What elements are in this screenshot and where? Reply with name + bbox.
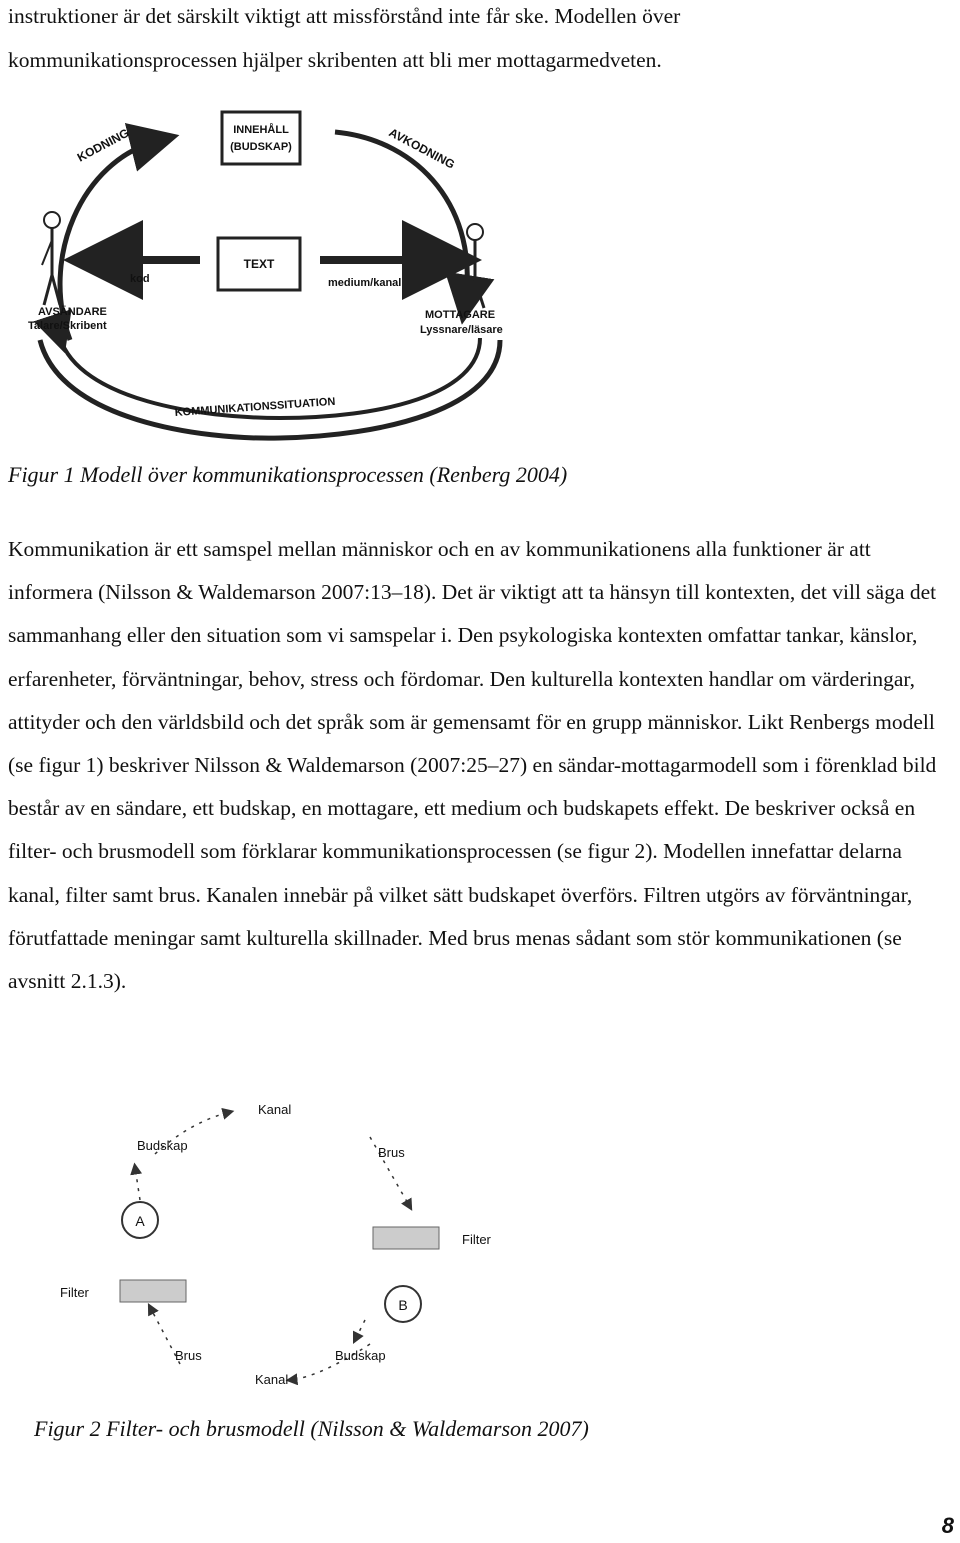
kanal-top-label: Kanal	[258, 1102, 292, 1117]
body-paragraph	[8, 528, 958, 1003]
avsandare-label: AVSÄNDARE	[38, 306, 107, 318]
medium-label: medium/kanal	[328, 277, 402, 289]
brus-bottom-label: Brus	[175, 1348, 202, 1363]
filter-box-left	[120, 1280, 186, 1302]
innehall-label: INNEHÅLL	[233, 124, 289, 136]
filter-right-label: Filter	[462, 1232, 491, 1247]
kanal-bottom-label: Kanal	[255, 1372, 289, 1387]
brus-top-label: Brus	[378, 1145, 405, 1160]
filter-left-label: Filter	[60, 1285, 89, 1300]
figure-1-caption: Figur 1 Modell över kommunikationsprocessen (Renberg 2004)	[8, 462, 568, 487]
intro-line-1: instruktioner är det särskilt viktigt att missförstånd inte får ske. Modellen över	[8, 4, 681, 28]
a-to-budskap	[135, 1167, 140, 1200]
figure-2-caption: Figur 2 Filter- och brusmodell (Nilsson & Waldemarson 2007)	[34, 1416, 589, 1441]
mottagare-label: MOTTAGARE	[425, 309, 496, 321]
intro-text	[8, 0, 958, 82]
receiver-figure	[467, 224, 484, 308]
filter-box-right	[373, 1227, 439, 1249]
innehall-box	[222, 112, 300, 164]
node-b-label: B	[398, 1297, 408, 1313]
b-to-budskap	[355, 1320, 365, 1340]
sender-figure	[42, 212, 60, 305]
kod-label: kod	[130, 273, 150, 285]
talare-label: Talare/Skribent	[28, 320, 107, 332]
page-number: 8	[941, 1513, 954, 1538]
situation-label: KOMMUNIKATIONSSITUATION	[174, 395, 336, 419]
figure-1-diagram	[0, 100, 540, 450]
lyssnare-label: Lyssnare/läsare	[420, 324, 503, 336]
intro-line-2: kommunikationsprocessen hjälper skribenten att bli mer mottagarmedveten.	[8, 48, 662, 72]
text-label: TEXT	[243, 257, 275, 271]
kodning-label: KODNING	[74, 125, 132, 165]
paragraph-text: Kommunikation är ett samspel mellan människor och en av kommunikationens alla funktioner är att informera (Nilsson & Waldemarson 2007:13–18). Det är viktigt att ta hänsyn till kontexten, det vill säga det sammanhang eller den situation som vi samspelar i. Den psykologiska kontexten omfattar tankar, känslor, erfarenheter, förväntningar, behov, stress och fördomar. Den kulturella kontexten handlar om värderingar, attityder och den världsbild och det språk som är gemensamt för en grupp människor. Likt Renbergs modell (se figur 1) beskriver Nilsson & Waldemarson (2007:25–27) en sändar-mottagarmodell som i förenklad bild består av en sändare, ett budskap, en mottagare, ett medium och budskapets effekt. De beskriver också en filter- och brusmodell som förklarar kommunikationsprocessen (se figur 2). Modellen innefattar delarna kanal, filter samt brus. Kanalen innebär på vilket sätt budskapet överförs. Filtren utgörs av förväntningar, förutfattade meningar samt kulturella skillnader. Med brus menas sådant som stör kommunikationen (se avsnitt 2.1.3).	[8, 537, 937, 994]
budskap-top-label: Budskap	[137, 1138, 188, 1153]
budskap-bottom-label: Budskap	[335, 1348, 386, 1363]
situation-arc-outer	[40, 340, 500, 438]
budskap-label: (BUDSKAP)	[230, 141, 292, 153]
avkodning-label: AVKODNING	[386, 125, 458, 172]
figure-2-diagram	[40, 1082, 520, 1402]
node-a-label: A	[135, 1213, 145, 1229]
